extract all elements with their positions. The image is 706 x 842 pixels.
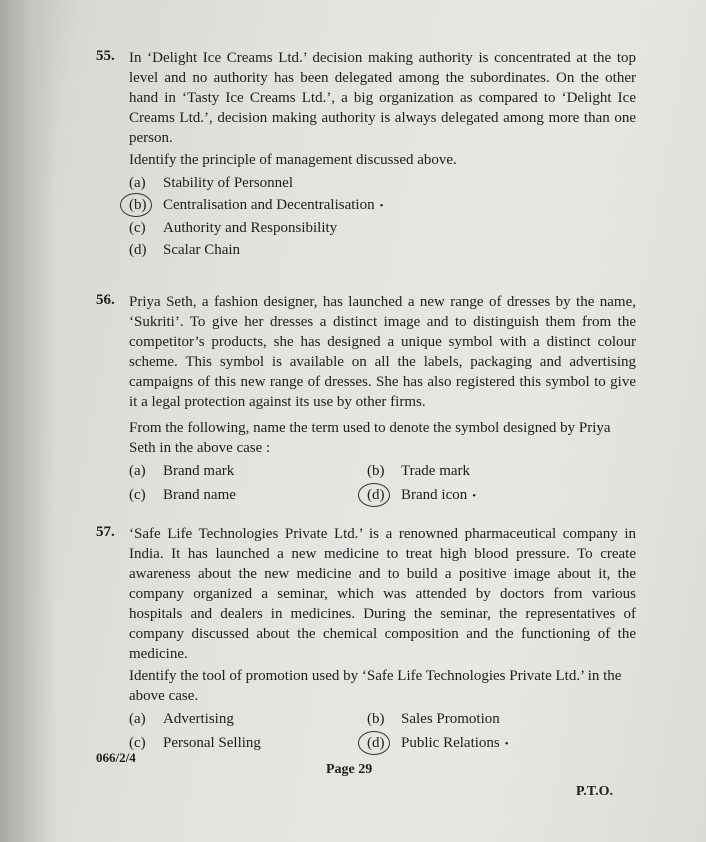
question-56: [96, 292, 636, 507]
question-text: ‘Safe Life Technologies Private Ltd.’ is a renowned pharmaceutical company in India. It has launched a new medicine to treat high blood pressure. To create awareness about the new medicine and to build a positive image about it, the company organized a seminar, which was attended by doctors from various hospitals and dealers in medicines. During the seminar, the representatives of company discussed about the chemical composition and the functioning of the medicine.: [129, 526, 636, 662]
option-b[interactable]: (b) Sales Promotion: [367, 711, 500, 727]
option-c[interactable]: (c) Authority and Responsibility: [129, 220, 338, 236]
option-b[interactable]: (b) Trade mark: [367, 463, 471, 479]
question-55: [96, 48, 636, 261]
option-a[interactable]: (a) Advertising: [129, 711, 234, 727]
question-number: 55.: [96, 48, 115, 64]
answer-mark-circle: [358, 483, 390, 507]
answer-mark-circle: [358, 731, 390, 755]
option-d[interactable]: (d) Scalar Chain: [129, 242, 241, 258]
option-c[interactable]: (c) Personal Selling: [129, 735, 261, 751]
options-grid: [129, 708, 636, 755]
question-text: In ‘Delight Ice Creams Ltd.’ decision making authority is concentrated at the top level and no authority has been delegated among the subordinates. On the other hand in ‘Tasty Ice Creams Ltd.’, a big organization as compared to ‘Delight Ice Creams Ltd.’, decision making authority is always delegated among more than one person.: [129, 50, 636, 146]
question-57: [96, 524, 636, 755]
tick-dot-icon: •: [504, 738, 509, 750]
option-b[interactable]: (b) Centralisation and Decentralisation •: [129, 194, 636, 217]
tick-dot-icon: •: [472, 490, 477, 502]
question-number: 57.: [96, 524, 115, 540]
question-text: Priya Seth, a fashion designer, has launched a new range of dresses by the name, ‘Sukriti’. To give her dresses a distinct image and to distinguish them from the competitor’s products, she has designed a unique symbol with a distinct colour scheme. This symbol is available on all the labels, packaging and advertising campaigns of this new range of dresses. She has also registered this symbol to give it a legal protection against its use by other firms.: [129, 294, 636, 410]
option-d[interactable]: (d) Public Relations •: [367, 732, 607, 755]
question-number: 56.: [96, 292, 115, 308]
question-prompt: From the following, name the term used to denote the symbol designed by Priya Seth in the above case :: [129, 420, 611, 456]
page-number: Page 29: [326, 762, 373, 777]
option-a[interactable]: (a) Brand mark: [129, 463, 235, 479]
option-d[interactable]: (d) Brand icon •: [367, 484, 607, 507]
options-grid: [129, 460, 636, 507]
question-prompt: Identify the tool of promotion used by ‘Safe Life Technologies Private Ltd.’ in the above case.: [129, 668, 622, 704]
paper-code: 066/2/4: [96, 750, 136, 765]
options-list: [129, 172, 636, 261]
tick-dot-icon: •: [379, 200, 384, 212]
page-shadow: [0, 0, 56, 842]
option-c[interactable]: (c) Brand name: [129, 487, 236, 503]
answer-mark-circle: [120, 193, 152, 217]
option-a[interactable]: (a) Stability of Personnel: [129, 175, 293, 191]
question-prompt: Identify the principle of management discussed above.: [129, 152, 457, 168]
pto-note: P.T.O.: [576, 784, 613, 799]
